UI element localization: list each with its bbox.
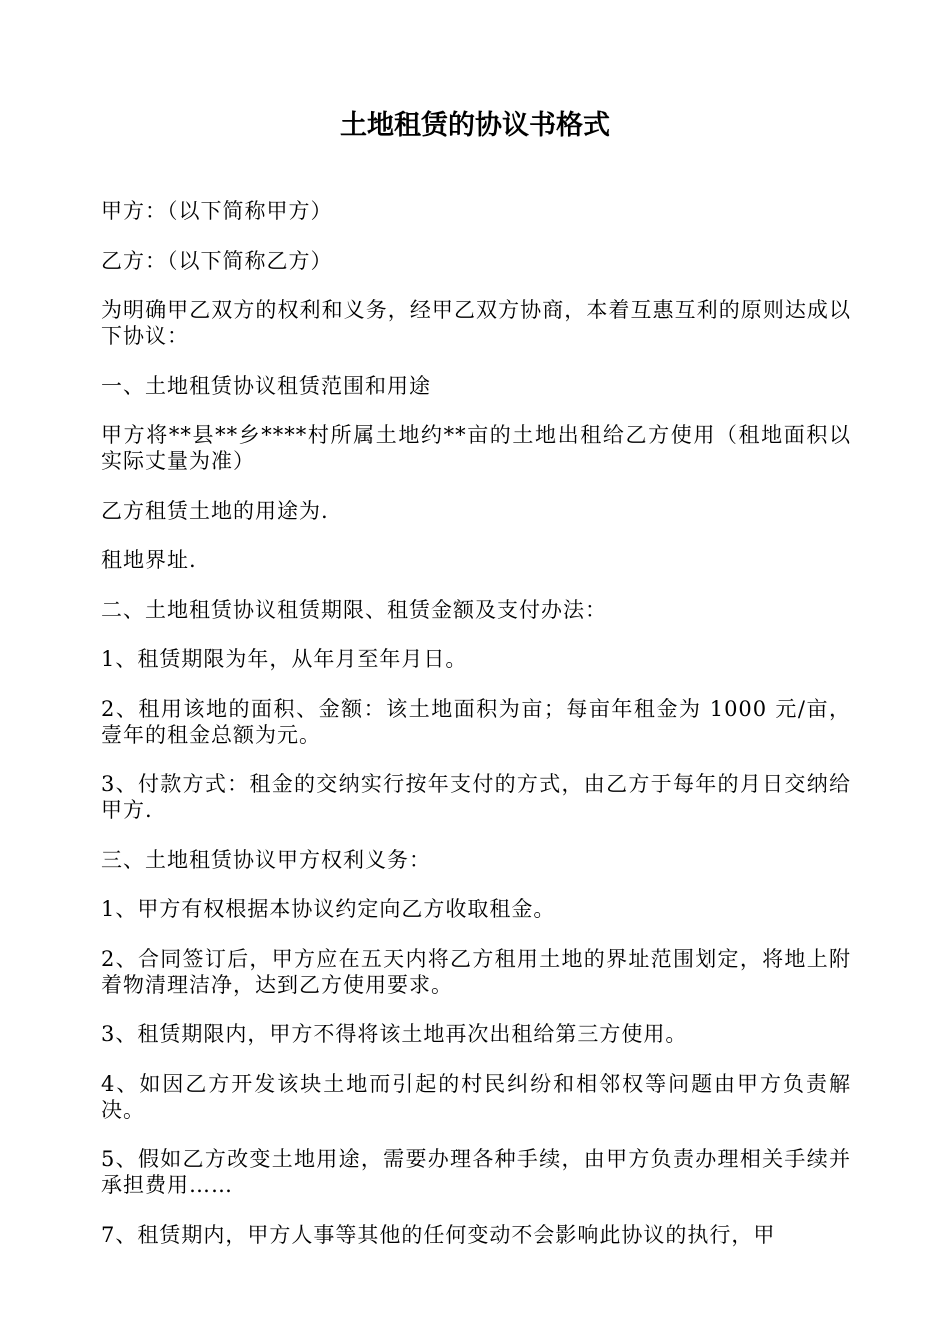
document-body	[101, 198, 851, 1271]
section-heading-3: 三、土地租赁协议甲方权利义务：	[101, 847, 431, 872]
clause-item: 3、租赁期限内，甲方不得将该土地再次出租给第三方使用。	[101, 1022, 688, 1046]
section-heading-2: 二、土地租赁协议租赁期限、租赁金额及支付办法：	[101, 597, 607, 622]
paragraph-party-b: 乙方：（以下简称乙方）	[101, 248, 333, 273]
paragraph-preamble: 为明确甲乙双方的权利和义务，经甲乙双方协商，本着互惠互利的原则达成以下协议：	[101, 298, 851, 348]
clause-item: 1、甲方有权根据本协议约定向乙方收取租金。	[101, 897, 556, 921]
clause-item: 4、如因乙方开发该块土地而引起的村民纠纷和相邻权等问题由甲方负责解决。	[101, 1071, 851, 1122]
clause-item: 1、租赁期限为年，从年月至年月日。	[101, 647, 468, 671]
clause-item: 3、付款方式：租金的交纳实行按年支付的方式，由乙方于每年的月日交纳给甲方.	[101, 772, 851, 822]
clause-item: 5、假如乙方改变土地用途，需要办理各种手续，由甲方负责办理相关手续并承担费用……	[101, 1147, 851, 1197]
paragraph: 租地界址.	[101, 548, 197, 572]
clause-item: 7、租赁期内，甲方人事等其他的任何变动不会影响此协议的执行，甲	[101, 1222, 776, 1247]
paragraph: 甲方将**县**乡****村所属土地约**亩的土地出租给乙方使用（租地面积以实际丈量为准）	[101, 423, 851, 473]
paragraph: 乙方租赁土地的用途为.	[101, 498, 329, 523]
clause-item: 2、租用该地的面积、金额：该土地面积为亩；每亩年租金为 1000 元/亩，壹年的租金总额为元。	[101, 696, 851, 747]
section-heading-1: 一、土地租赁协议租赁范围和用途	[101, 373, 431, 398]
paragraph-party-a: 甲方：（以下简称甲方）	[101, 199, 333, 223]
document-title: 土地租赁的协议书格式	[340, 110, 610, 141]
clause-item: 2、合同签订后，甲方应在五天内将乙方租用土地的界址范围划定，将地上附着物清理洁净，达到乙方使用要求。	[101, 946, 851, 997]
